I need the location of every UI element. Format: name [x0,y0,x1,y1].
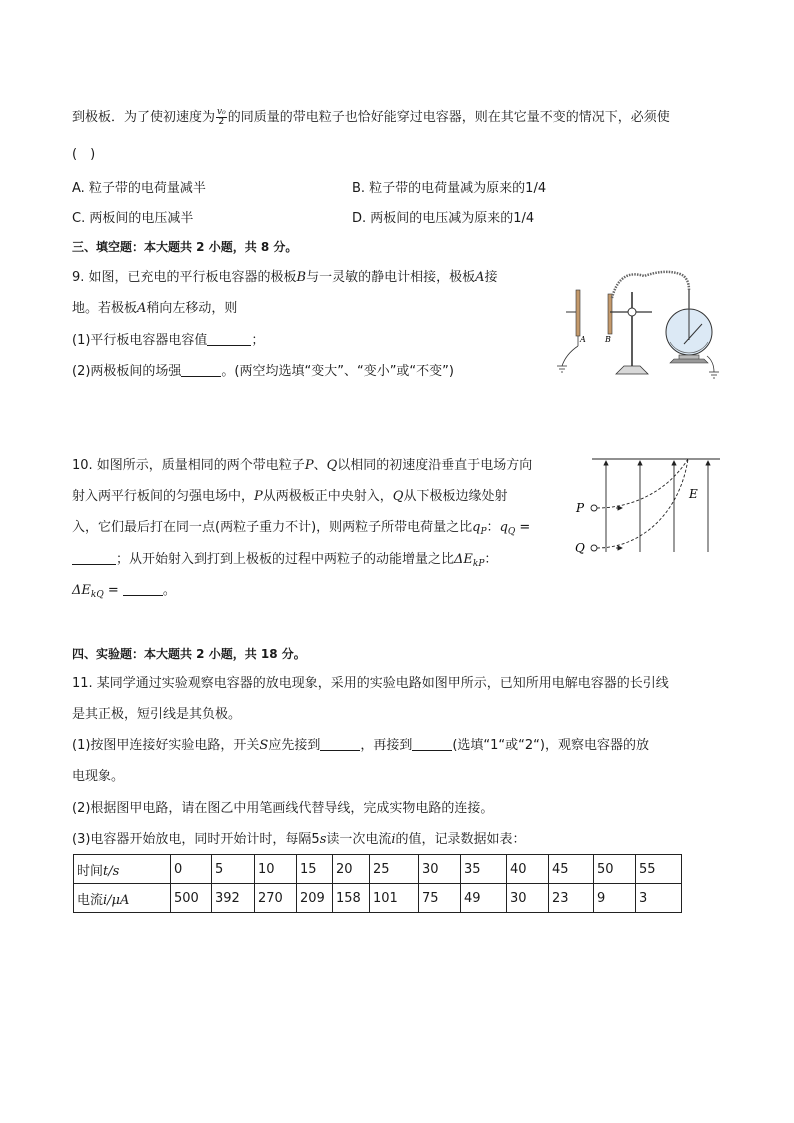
table-cell: 45 [549,855,594,884]
subscript: kQ [90,590,104,600]
table-cell: 20 [333,855,370,884]
q10-text: 。 [162,583,176,598]
subscript: kP [472,559,485,569]
answer-blank[interactable] [72,552,116,565]
q9-text: 9. 如图，已充电的平行板电容器的极板 [72,270,297,285]
q10-stem-line-2 [72,488,507,506]
q11-item-1 [72,737,649,755]
q11-item-1-cont: 电现象。 [72,769,125,784]
q10-text: 入，它们最后打在同一点(两粒子重力不计)，则两粒子所带电荷量之比 [72,520,473,535]
figure-label-b: B [605,335,611,344]
electrometer-base [670,359,708,363]
plate-b [608,294,612,334]
fraction-numerator: v₀ [217,107,226,117]
table-row-current [74,884,682,913]
table-cell: 15 [297,855,333,884]
switch-var: S [259,738,269,753]
figure-label-a: A [580,335,586,344]
particle-q-var: Q [392,489,404,504]
q9-text: 。(两空均选填“变大”、“变小”或“不变”) [221,364,454,379]
table-cell: 3 [636,884,682,913]
figure-label-q: Q [575,541,585,555]
q10-text: ；从开始射入到打到上极板的过程中两粒子的动能增量之比 [116,552,455,567]
table-cell: 75 [419,884,461,913]
q10-text: ： [486,520,500,535]
table-cell: 30 [419,855,461,884]
particle-q-var: Q [326,458,338,473]
table-cell: 10 [255,855,297,884]
q10-text: = [515,520,531,535]
answer-blank[interactable] [412,738,452,751]
q8-option-a: A. 粒子带的电荷量减半 [72,181,206,196]
q9-text: 稍向左移动，则 [146,301,238,316]
q9-text: 地。若极板 [72,301,138,316]
table-cell: 30 [507,884,549,913]
current-var: i [391,832,396,847]
q10-text: 射入两平行板间的匀强电场中， [72,489,255,504]
row-label-time [74,855,171,884]
q9-item-1 [72,332,264,350]
plate-b-var: B [296,270,307,285]
discharge-data-table [73,854,682,913]
q11-item-3 [72,831,526,849]
q11-stem-line-2: 是其正极，短引线是其负极。 [72,707,242,722]
plate-a [576,290,580,336]
particle-p-var: P [254,489,263,504]
subscript: Q [507,527,516,537]
q11-text: (3)电容器开始放电，同时开始计时，每隔5 [72,832,320,847]
q8-text: 到极板．为了使初速度为 [72,110,216,125]
electrometer-figure [552,268,722,386]
q8-stem-line [72,108,670,127]
q10-text: = [103,583,119,598]
table-cell: 50 [594,855,636,884]
table-cell: 40 [507,855,549,884]
q9-text: (1)平行板电容器电容值 [72,333,208,348]
table-cell: 35 [461,855,507,884]
label-text: 电流 [77,892,104,908]
charge-p-symbol: q [472,520,481,535]
q10-text: 10. 如图所示，质量相同的两个带电粒子 [72,458,305,473]
q11-text: 读一次电流 [326,832,392,847]
q10-text: ： [484,552,498,567]
table-cell: 23 [549,884,594,913]
q10-stem-line-1 [72,457,532,475]
q11-text: ，再接到 [360,738,413,753]
label-text: 时间 [77,863,104,879]
answer-blank[interactable] [181,364,221,377]
q9-stem-line-1 [72,269,498,287]
label-var: t/s [103,863,120,879]
particle-q [591,545,597,551]
particle-p-var: P [304,458,314,473]
q10-stem-line-4 [72,551,497,573]
answer-blank[interactable] [123,583,163,596]
ground-wire-b [707,356,714,372]
table-cell: 0 [171,855,212,884]
q10-stem-line-5 [72,582,176,604]
fraction-denominator: 2 [218,117,225,127]
q8-option-c: C. 两板间的电压减半 [72,211,194,226]
q10-text: 以相同的初速度沿垂直于电场方向 [337,458,533,473]
q9-text: 接 [484,270,498,285]
particle-p [591,505,597,511]
connecting-coil-wire [612,272,689,298]
table-cell: 101 [370,884,419,913]
label-var: i/μA [103,892,130,908]
q9-text: (2)两极板间的场强 [72,364,182,379]
q8-option-d: D. 两板间的电压减为原来的1/4 [352,211,535,226]
ground-wire-a [562,346,578,366]
table-cell: 5 [212,855,255,884]
section-4-title: 四、实验题：本大题共 2 小题，共 18 分。 [72,647,306,661]
table-cell: 500 [171,884,212,913]
q11-text: (选填“1“或“2“)，观察电容器的放 [452,738,649,753]
delta-e-symbol: ΔE [72,583,91,598]
q9-item-2 [72,363,454,381]
q8-answer-paren: ( ) [72,147,96,162]
q9-stem-line-2 [72,300,237,318]
table-cell: 392 [212,884,255,913]
table-cell: 9 [594,884,636,913]
unit-s: s [319,832,327,847]
q10-text: 从下极板边缘处射 [403,489,508,504]
q11-text: 的值，记录数据如表： [395,832,526,847]
q11-text: 应先接到 [268,738,321,753]
section-3-title: 三、填空题：本大题共 2 小题，共 8 分。 [72,240,298,254]
subscript: P [480,527,487,537]
table-cell: 209 [297,884,333,913]
q11-text: (1)按图甲连接好实验电路，开关 [72,738,260,753]
q10-stem-line-3 [72,519,530,541]
plate-a-var: A [475,270,485,285]
answer-blank[interactable] [320,738,360,751]
q9-text: ； [251,333,265,348]
answer-blank[interactable] [207,333,251,346]
plate-a-var: A [137,301,147,316]
table-cell: 55 [636,855,682,884]
q10-text: 、 [313,458,327,473]
stand-base [616,366,648,374]
v0-over-2-fraction [216,108,227,127]
q8-option-b: B. 粒子带的电荷量减为原来的1/4 [352,181,547,196]
q11-stem-line-1: 11. 某同学通过实验观察电容器的放电现象，采用的实验电路如图甲所示，已知所用电解电容器的长引线 [72,676,669,691]
charge-q-symbol: q [499,520,508,535]
delta-e-symbol: ΔE [454,552,473,567]
q10-text: 从两极板正中央射入， [262,489,393,504]
table-cell: 158 [333,884,370,913]
figure-label-p: P [576,501,585,515]
table-row-time [74,855,682,884]
table-cell: 25 [370,855,419,884]
table-cell: 49 [461,884,507,913]
figure-label-e: E [689,487,698,501]
row-label-current [74,884,171,913]
q8-text: 的同质量的带电粒子也恰好能穿过电容器，则在其它量不变的情况下，必须使 [227,110,670,125]
q11-item-2: (2)根据图甲电路，请在图乙中用笔画线代替导线，完成实物电路的连接。 [72,801,494,816]
electric-field-figure [572,452,724,560]
q9-text: 与一灵敏的静电计相接，极板 [306,270,476,285]
table-cell: 270 [255,884,297,913]
